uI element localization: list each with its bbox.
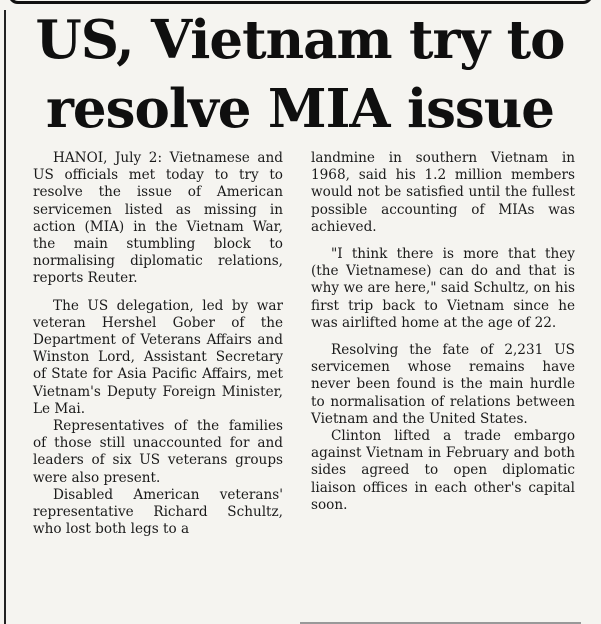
paragraph-dateline: HANOI, July 2: Vietnamese and US officials met today to try to resolve the issue of American servicemen listed as missing in action (MIA) in the Vietnam War, the main stumbling block to normalising diplomatic relations, reports Reuter. bbox=[33, 150, 283, 287]
paragraph-quote: "I think there is more that they (the Vietnamese) can do and that is why we are here," said Schultz, on his first trip back to Vietnam since he was airlifted home at the age of 22. bbox=[311, 246, 575, 331]
paragraph-servicemen: Resolving the fate of 2,231 US servicemen whose remains have never been found is the main hurdle to normalisation of relations between Vietnam and the United States. bbox=[311, 342, 575, 427]
paragraph-embargo: Clinton lifted a trade embargo against Vietnam in February and both sides agreed to open diplomatic liaison offices in each other's capital soon. bbox=[311, 428, 575, 513]
left-border-rule bbox=[4, 10, 6, 624]
article-column-left bbox=[33, 150, 283, 538]
paragraph-schultz-start: Disabled American veterans' representative Richard Schultz, who lost both legs to a bbox=[33, 486, 283, 538]
paragraph-schultz-continued: landmine in southern Vietnam in 1968, said his 1.2 million members would not be satisfied until the fullest possible accounting of MIAs was achieved. bbox=[311, 150, 575, 235]
headline-line-1: US, Vietnam try to bbox=[35, 9, 565, 71]
article-column-right bbox=[311, 150, 575, 514]
headline-line-2: resolve MIA issue bbox=[45, 78, 555, 140]
paragraph-delegation: The US delegation, led by war veteran Hershel Gober of the Department of Veterans Affairs and Winston Lord, Assistant Secretary of State for Asia Pacific Affairs, met Vietnam's Deputy Foreign Minister, Le Mai. bbox=[33, 297, 283, 417]
top-border-rule bbox=[8, 0, 593, 4]
paragraph-families: Representatives of the families of those still unaccounted for and leaders of six US veterans groups were also present. bbox=[33, 418, 283, 486]
